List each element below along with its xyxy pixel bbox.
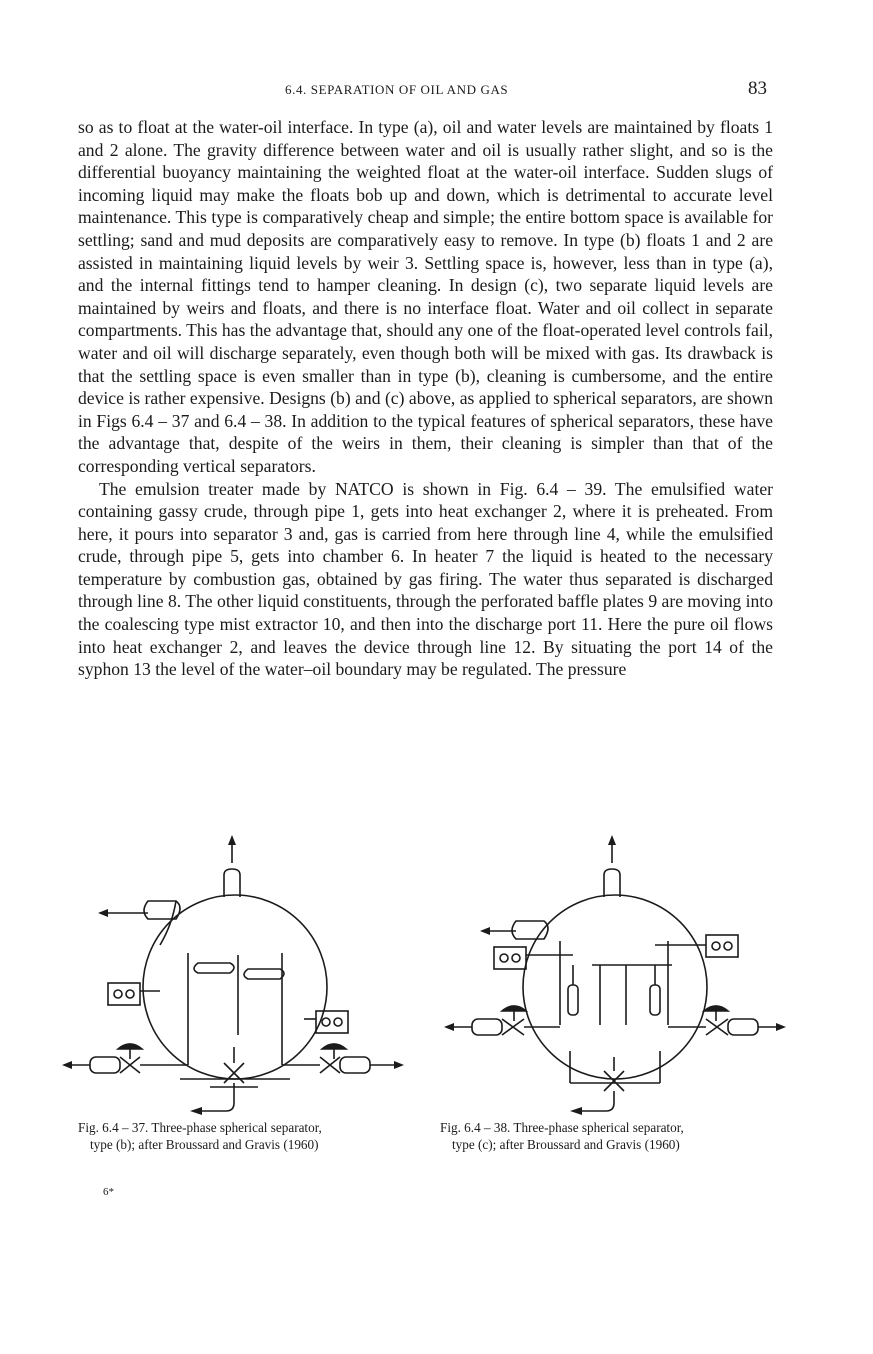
page-number: 83 bbox=[748, 78, 767, 99]
paragraph-2: The emulsion treater made by NATCO is shown in Fig. 6.4 – 39. The emulsified water containing gassy crude, through pipe 1, gets into heat exchanger 2, where it is preheated. From here, it pours into separator 3 and, gas is carried from here through line 4, while the emulsified crude, through pipe 5, gets into chamber 6. In heater 7 the liquid is heated to the necessary temperature by combustion gas, obtained by gas firing. The water thus separated is discharged through line 8. The other liquid constituents, through the perforated baffle plates 9 are moving into the coalescing type mist extractor 10, and then into the discharge port 11. Here the pure oil flows into heat exchanger 2, and leaves the device through line 12. By situating the port 14 of the syphon 13 the level of the water–oil boundary may be regulated. The pressure bbox=[78, 478, 773, 680]
caption-line: Fig. 6.4 – 37. Three-phase spherical separator, bbox=[78, 1120, 322, 1135]
figure-6-4-37-caption bbox=[78, 1120, 438, 1153]
separator-type-c-drawing bbox=[440, 835, 800, 1115]
signature-mark: 6* bbox=[103, 1186, 114, 1198]
paragraph-1: so as to float at the water-oil interface. In type (a), oil and water levels are maintained by floats 1 and 2 alone. The gravity difference between water and oil is usually rather slight, and so is the differential buoyancy maintaining the weighted float at the water-oil interface. Sudden slugs of incoming liquid may make the floats bob up and down, which is detrimental to accurate level maintenance. This type is comparatively cheap and simple; the entire bottom space is available for settling; sand and mud deposits are comparatively easy to remove. In type (b) floats 1 and 2 are assisted in maintaining liquid levels by weir 3. Settling space is, however, less than in type (a), and the internal fittings tend to hamper cleaning. In design (c), two separate liquid levels are maintained by weirs and floats, and there is no interface float. Water and oil collect in separate compartments. This has the advantage that, should any one of the float-operated level controls fail, water and oil will discharge separately, even though both will be mixed with gas. Its drawback is that the settling space is even smaller than in type (b), cleaning is cumbersome, and the entire device is rather expensive. Designs (b) and (c) above, as applied to spherical separators, are shown in Figs 6.4 – 37 and 6.4 – 38. In addition to the typical features of spherical separators, these have the advantage that, despite of the weirs in them, their cleaning is simpler than that of the corresponding vertical separators. bbox=[78, 117, 773, 476]
body-text bbox=[78, 116, 773, 681]
separator-type-b-drawing bbox=[60, 835, 420, 1115]
figure-6-4-38 bbox=[440, 835, 800, 1115]
caption-line: Fig. 6.4 – 38. Three-phase spherical separator, bbox=[440, 1120, 684, 1135]
figure-6-4-37 bbox=[60, 835, 420, 1115]
figure-6-4-38-caption bbox=[440, 1120, 800, 1153]
caption-line: type (b); after Broussard and Gravis (1960) bbox=[90, 1136, 319, 1152]
running-head: 6.4. SEPARATION OF OIL AND GAS bbox=[285, 82, 509, 97]
caption-line: type (c); after Broussard and Gravis (1960) bbox=[452, 1136, 680, 1152]
